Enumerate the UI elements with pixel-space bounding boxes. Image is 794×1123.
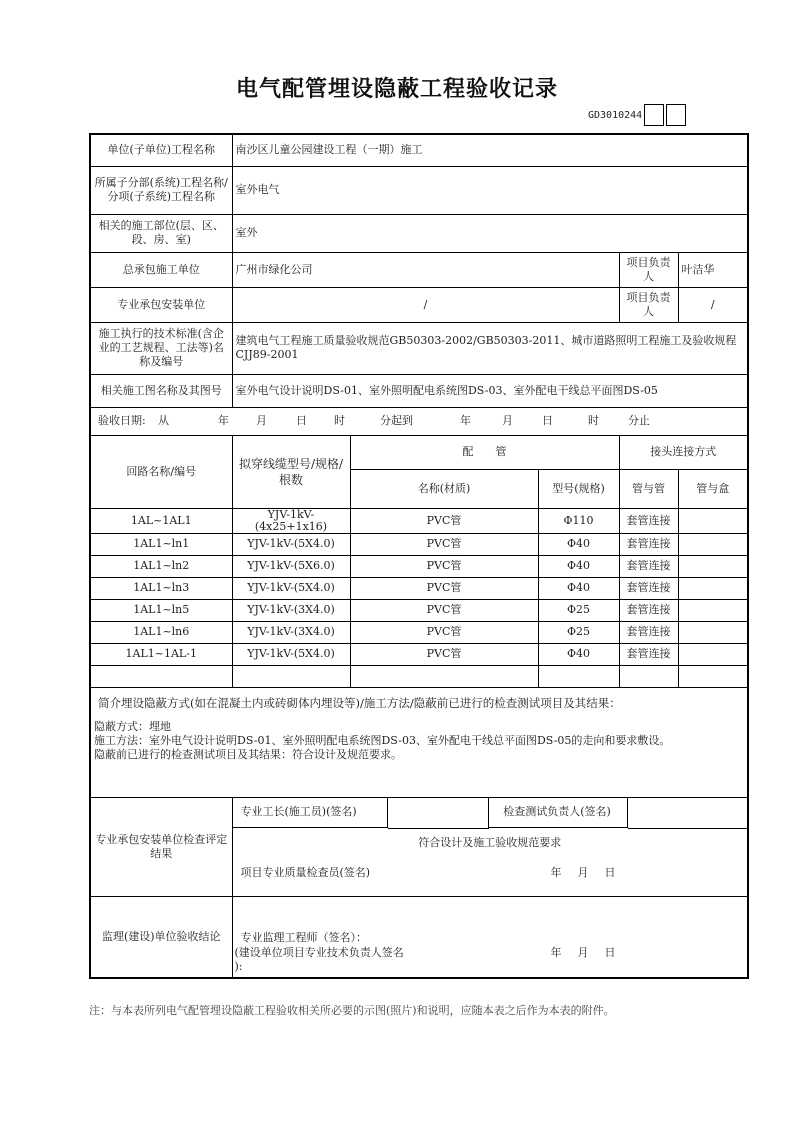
- empty-cell[interactable]: [90, 665, 232, 687]
- conduit-name-cell[interactable]: PVC管: [350, 577, 538, 599]
- date-hour1: 时: [334, 414, 345, 427]
- table-row: [90, 599, 748, 621]
- pm2-value[interactable]: /: [678, 287, 748, 322]
- conduit-model-cell[interactable]: Φ110: [538, 508, 619, 533]
- owner-signature-tail: ):: [234, 959, 243, 973]
- cable-cell[interactable]: YJV-1kV-(3X4.0): [232, 621, 350, 643]
- cable-cell[interactable]: YJV-1kV-(4x25+1x16): [232, 508, 350, 533]
- circuit-cell[interactable]: 1AL~1AL1: [90, 508, 232, 533]
- empty-cell[interactable]: [232, 665, 350, 687]
- inspection-day: 日: [604, 865, 616, 879]
- conduit-model-cell[interactable]: Φ40: [538, 533, 619, 555]
- supervision-label: 监理(建设)单位验收结论: [90, 896, 232, 978]
- pipe-box-cell[interactable]: [678, 555, 748, 577]
- tester-signature[interactable]: 检查测试负责人(签名): [488, 798, 628, 828]
- foreman-signature[interactable]: 专业工长(施工员)(签名): [233, 798, 388, 828]
- table-row: [90, 508, 748, 533]
- inspection-conclusion: 符合设计及施工验收规范要求: [418, 835, 562, 849]
- pipe-pipe-cell[interactable]: 套管连接: [619, 533, 678, 555]
- table-row: [90, 555, 748, 577]
- pipe-box-cell[interactable]: [678, 621, 748, 643]
- empty-cell[interactable]: [678, 665, 748, 687]
- summary-line1: 隐蔽方式：埋地: [94, 719, 171, 733]
- inspection-year: 年: [550, 865, 562, 879]
- form-code-text: GD3010244: [588, 109, 643, 121]
- summary-heading: 简介埋设隐蔽方式(如在混凝土内或砖砌体内埋设等)/施工方法/隐蔽前已进行的检查测试项目及其结果：: [98, 695, 621, 710]
- circuit-cell[interactable]: 1AL1~ln2: [90, 555, 232, 577]
- pm-value[interactable]: 叶洁华: [678, 252, 748, 287]
- table-row: [90, 643, 748, 665]
- circuit-cell[interactable]: 1AL1~ln1: [90, 533, 232, 555]
- date-day1: 日: [296, 414, 307, 427]
- pipe-box-cell[interactable]: [678, 508, 748, 533]
- pipe-pipe-cell[interactable]: 套管连接: [619, 643, 678, 665]
- date-day2: 日: [542, 414, 553, 427]
- page-title: 电气配管埋设隐蔽工程验收记录: [235, 77, 558, 102]
- conduit-model-cell[interactable]: Φ40: [538, 643, 619, 665]
- conduit-name-cell[interactable]: PVC管: [350, 508, 538, 533]
- date-month2: 月: [502, 414, 513, 427]
- date-year2: 年: [460, 414, 471, 427]
- circuit-cell[interactable]: 1AL1~ln6: [90, 621, 232, 643]
- date-month1: 月: [256, 414, 267, 427]
- conduit-name-cell[interactable]: PVC管: [350, 643, 538, 665]
- location-label: 相关的施工部位(层、区、段、房、室): [90, 214, 232, 252]
- conduit-name-cell[interactable]: PVC管: [350, 599, 538, 621]
- pipe-box-cell[interactable]: [678, 643, 748, 665]
- table-row: [90, 577, 748, 599]
- header-pipe-pipe: 管与管: [619, 469, 678, 508]
- owner-signature[interactable]: (建设单位项目专业技术负责人签名: [234, 945, 404, 959]
- pm-label: 项目负责人: [619, 252, 678, 287]
- inspection-label: 专业承包安装单位检查评定结果: [90, 797, 232, 896]
- location-value[interactable]: 室外: [232, 214, 748, 252]
- supervision-month: 月: [577, 945, 589, 959]
- supervision-year: 年: [550, 945, 562, 959]
- inspection-cell[interactable]: [232, 797, 748, 896]
- cable-cell[interactable]: YJV-1kV-(5X4.0): [232, 533, 350, 555]
- supervision-day: 日: [604, 945, 616, 959]
- header-pipe-box: 管与盒: [678, 469, 748, 508]
- cable-cell[interactable]: YJV-1kV-(5X4.0): [232, 577, 350, 599]
- summary-line3: 隐蔽前已进行的检查测试项目及其结果：符合设计及规范要求。: [94, 747, 402, 761]
- pipe-box-cell[interactable]: [678, 599, 748, 621]
- acceptance-date[interactable]: [90, 407, 748, 435]
- unit-value[interactable]: 南沙区儿童公园建设工程（一期）施工: [232, 134, 748, 166]
- date-min-to: 分起到: [380, 414, 413, 427]
- circuit-cell[interactable]: 1AL1~ln5: [90, 599, 232, 621]
- unit-label: 单位(子单位)工程名称: [90, 134, 232, 166]
- code-box-2[interactable]: [666, 104, 686, 126]
- date-label: 验收日期:: [98, 414, 146, 427]
- general-label: 总承包施工单位: [90, 252, 232, 287]
- tester-signature-box[interactable]: [628, 798, 748, 829]
- date-min-end: 分止: [628, 414, 650, 427]
- sub-label: 所属子分部(系统)工程名称/分项(子系统)工程名称: [90, 166, 232, 214]
- form-code: [588, 104, 686, 126]
- header-cable: 拟穿线缆型号/规格/根数: [232, 435, 350, 508]
- standard-value[interactable]: 建筑电气工程施工质量验收规范GB50303-2002/GB50303-2011、城市道路照明工程施工及验收规程CJJ89-2001: [232, 322, 748, 374]
- cable-cell[interactable]: YJV-1kV-(3X4.0): [232, 599, 350, 621]
- pipe-pipe-cell[interactable]: 套管连接: [619, 621, 678, 643]
- empty-cell[interactable]: [538, 665, 619, 687]
- date-from: 从: [158, 414, 169, 427]
- table-row: [90, 621, 748, 643]
- empty-cell[interactable]: [350, 665, 538, 687]
- empty-cell[interactable]: [619, 665, 678, 687]
- pm2-label: 项目负责人: [619, 287, 678, 322]
- drawing-label: 相关施工图名称及其图号: [90, 374, 232, 407]
- pipe-box-cell[interactable]: [678, 533, 748, 555]
- footnote: 注：与本表所列电气配管埋设隐蔽工程验收相关所必要的示图(照片)和说明，应随本表之后作为本表的附件。: [89, 1004, 615, 1017]
- conduit-name-cell[interactable]: PVC管: [350, 555, 538, 577]
- engineer-signature[interactable]: 专业监理工程师（签名）：: [240, 930, 367, 944]
- pipe-box-cell[interactable]: [678, 577, 748, 599]
- supervision-cell[interactable]: [232, 896, 748, 978]
- record-table: [89, 133, 749, 979]
- qc-signature[interactable]: 项目专业质量检查员(签名): [240, 865, 371, 879]
- pipe-pipe-cell[interactable]: 套管连接: [619, 508, 678, 533]
- drawing-value[interactable]: 室外电气设计说明DS-01、室外照明配电系统图DS-03、室外配电干线总平面图DS-05: [232, 374, 748, 407]
- circuit-cell[interactable]: 1AL1~1AL-1: [90, 643, 232, 665]
- code-box-1[interactable]: [644, 104, 664, 126]
- date-hour2: 时: [588, 414, 599, 427]
- summary-cell[interactable]: [90, 687, 748, 797]
- header-model: 型号(规格): [538, 469, 619, 508]
- standard-label: 施工执行的技术标准(含企业的工艺规程、工法等)名称及编号: [90, 322, 232, 374]
- table-row: [90, 533, 748, 555]
- general-value[interactable]: 广州市绿化公司: [232, 252, 619, 287]
- pipe-pipe-cell[interactable]: 套管连接: [619, 577, 678, 599]
- conduit-model-cell[interactable]: Φ40: [538, 555, 619, 577]
- header-name: 名称(材质): [350, 469, 538, 508]
- header-joint: 接头连接方式: [619, 435, 748, 469]
- cable-cell[interactable]: YJV-1kV-(5X6.0): [232, 555, 350, 577]
- summary-line2: 施工方法：室外电气设计说明DS-01、室外照明配电系统图DS-03、室外配电干线总平面图DS-05的走向和要求敷设。: [94, 733, 671, 747]
- pipe-pipe-cell[interactable]: 套管连接: [619, 555, 678, 577]
- inspection-date: [551, 866, 616, 880]
- supervision-date: [551, 946, 616, 960]
- inspection-month: 月: [577, 865, 589, 879]
- conduit-model-cell[interactable]: Φ40: [538, 577, 619, 599]
- header-conduit: 配 管: [350, 435, 619, 469]
- cable-cell[interactable]: YJV-1kV-(5X4.0): [232, 643, 350, 665]
- conduit-name-cell[interactable]: PVC管: [350, 533, 538, 555]
- pipe-pipe-cell[interactable]: 套管连接: [619, 599, 678, 621]
- foreman-signature-box[interactable]: [388, 798, 489, 829]
- date-year1: 年: [218, 414, 229, 427]
- conduit-model-cell[interactable]: Φ25: [538, 599, 619, 621]
- special-label: 专业承包安装单位: [90, 287, 232, 322]
- conduit-name-cell[interactable]: PVC管: [350, 621, 538, 643]
- conduit-model-cell[interactable]: Φ25: [538, 621, 619, 643]
- special-value[interactable]: /: [232, 287, 619, 322]
- header-circuit: 回路名称/编号: [90, 435, 232, 508]
- circuit-cell[interactable]: 1AL1~ln3: [90, 577, 232, 599]
- sub-value[interactable]: 室外电气: [232, 166, 748, 214]
